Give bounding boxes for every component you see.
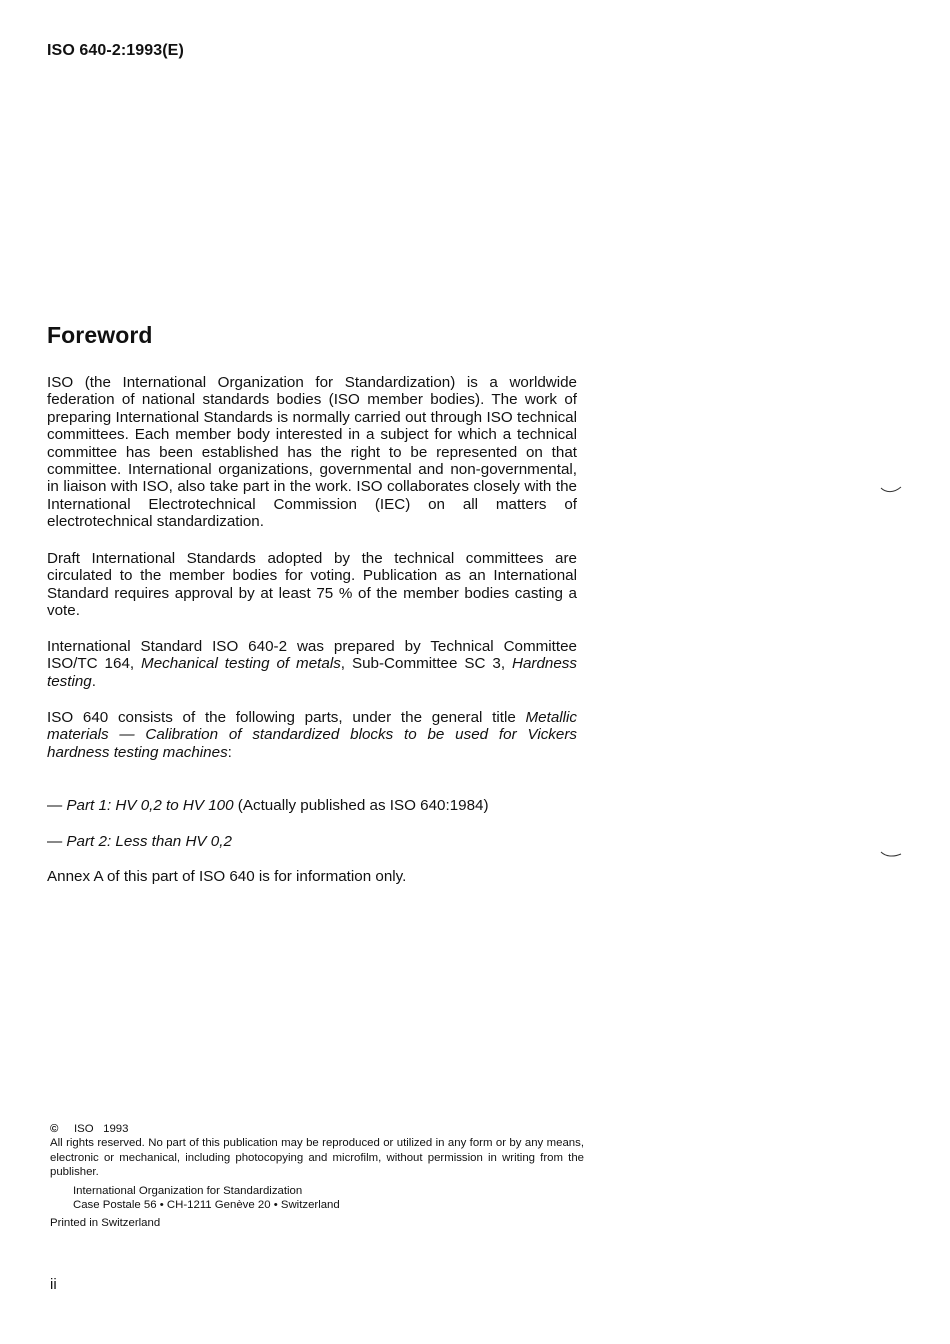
- scan-mark-icon: [880, 850, 902, 858]
- printed-location: Printed in Switzerland: [50, 1217, 161, 1230]
- publisher-organization: International Organization for Standardization: [73, 1184, 303, 1197]
- paragraph-3-text-3: .: [91, 672, 96, 690]
- paragraph-3-text-2: , Sub-Committee SC 3,: [340, 655, 512, 673]
- list-dash: —: [47, 833, 63, 850]
- page-number: ii: [50, 1276, 57, 1293]
- foreword-paragraph-1: ISO (the International Organization for Standardization) is a worldwide federation of national standards bodies (ISO member bodies). The work of preparing International Standards is normally carried out through ISO technical committees. Each member body interested in a subject for which a technical committee has been established has the right to be represented on that committee. International organizations, governmental and non-governmental, in liaison with ISO, also take part in the work. ISO collaborates closely with the International Electrotechnical Commission (IEC) on all matters of electrotechnical standardization.: [47, 374, 577, 531]
- foreword-title: Foreword: [47, 322, 153, 348]
- copyright-symbol: ©: [50, 1123, 59, 1135]
- committee-name: Mechanical testing of metals: [141, 655, 341, 673]
- paragraph-3-text-1: International Standard ISO 640-2 was prepared by Technical Committee ISO/TC 164,: [47, 638, 577, 673]
- rights-statement: All rights reserved. No part of this publication may be reproduced or utilized in any form or by any means, electronic or mechanical, including photocopying and microfilm, without permission in writing from the publisher.: [50, 1137, 584, 1179]
- copyright-owner-year: ISO 1993: [74, 1123, 129, 1135]
- paragraph-4-text-1: ISO 640 consists of the following parts, under the general title: [47, 709, 526, 726]
- publisher-postal-address: Case Postale 56 • CH-1211 Genève 20 • Switzerland: [73, 1199, 340, 1212]
- foreword-paragraph-4: [47, 709, 577, 761]
- copyright-line: [50, 1122, 584, 1136]
- copyright-notice: [50, 1122, 584, 1231]
- part-label: Part 2: Less than HV 0,2: [66, 833, 232, 850]
- publisher-address: [73, 1184, 584, 1213]
- subcommittee-name: Hardness testing: [47, 655, 577, 690]
- part-list-item: [47, 833, 607, 850]
- part-label: Part 1: HV 0,2 to HV 100: [66, 797, 234, 814]
- foreword-paragraph-3: [47, 638, 577, 690]
- scan-mark-icon: [880, 486, 902, 494]
- list-dash: —: [47, 797, 63, 814]
- document-identifier: ISO 640-2:1993(E): [47, 42, 184, 59]
- paragraph-4-text-2: :: [227, 743, 232, 761]
- part-list-item: [47, 797, 607, 814]
- foreword-paragraph-2: Draft International Standards adopted by the technical committees are circulated to the member bodies for voting. Publication as an International Standard requires approval by at least 75 % of the member bodies casting a vote.: [47, 550, 577, 620]
- part-note: (Actually published as ISO 640:1984): [233, 797, 489, 814]
- annex-note: Annex A of this part of ISO 640 is for information only.: [47, 868, 407, 885]
- general-title: Metallic materials — Calibration of standardized blocks to be used for Vickers hardness testing machines: [47, 709, 577, 761]
